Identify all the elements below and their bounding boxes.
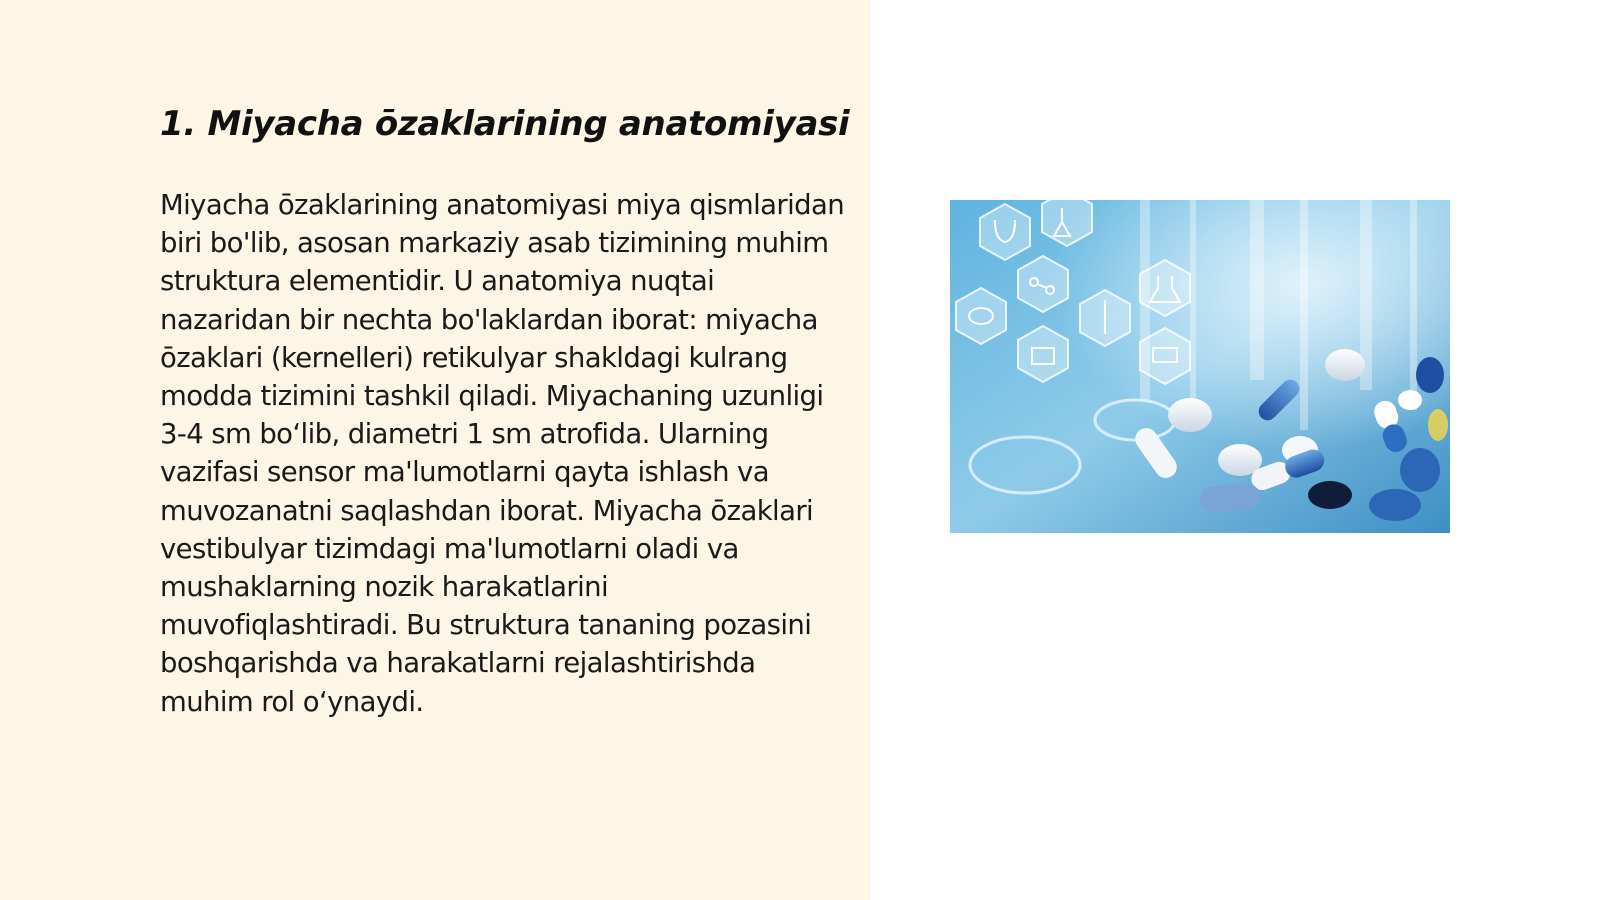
slide-paragraph: Miyacha ōzaklarining anatomiyasi miya qismlaridan biri bo'lib, asosan markaziy asab tizimining muhim struktura elementidir. U anatomiya nuqtai nazaridan bir nechta bo'laklardan iborat: miyacha ōzaklari (kernelleri) retikulyar shakldagi kulrang modda tizimini tashkil qiladi. Miyachaning uzunligi 3-4 sm bo‘lib, diametri 1 sm atrofida. Ularning vazifasi sensor ma'lumotlarni qayta ishlash va muvozanatni saqlashdan iborat. Miyacha ōzaklari vestibulyar tizimdagi ma'lumotlarni oladi va mushaklarning nozik harakatlarini muvofiqlashtiradi. Bu struktura tananing pozasini boshqarishda va harakatlarni rejalashtirishda muhim rol o‘ynaydi. xyxy=(160,189,845,718)
medical-pills-photo xyxy=(950,200,1450,533)
slide-title: 1. Miyacha ōzaklarining anatomiyasi xyxy=(160,104,850,144)
